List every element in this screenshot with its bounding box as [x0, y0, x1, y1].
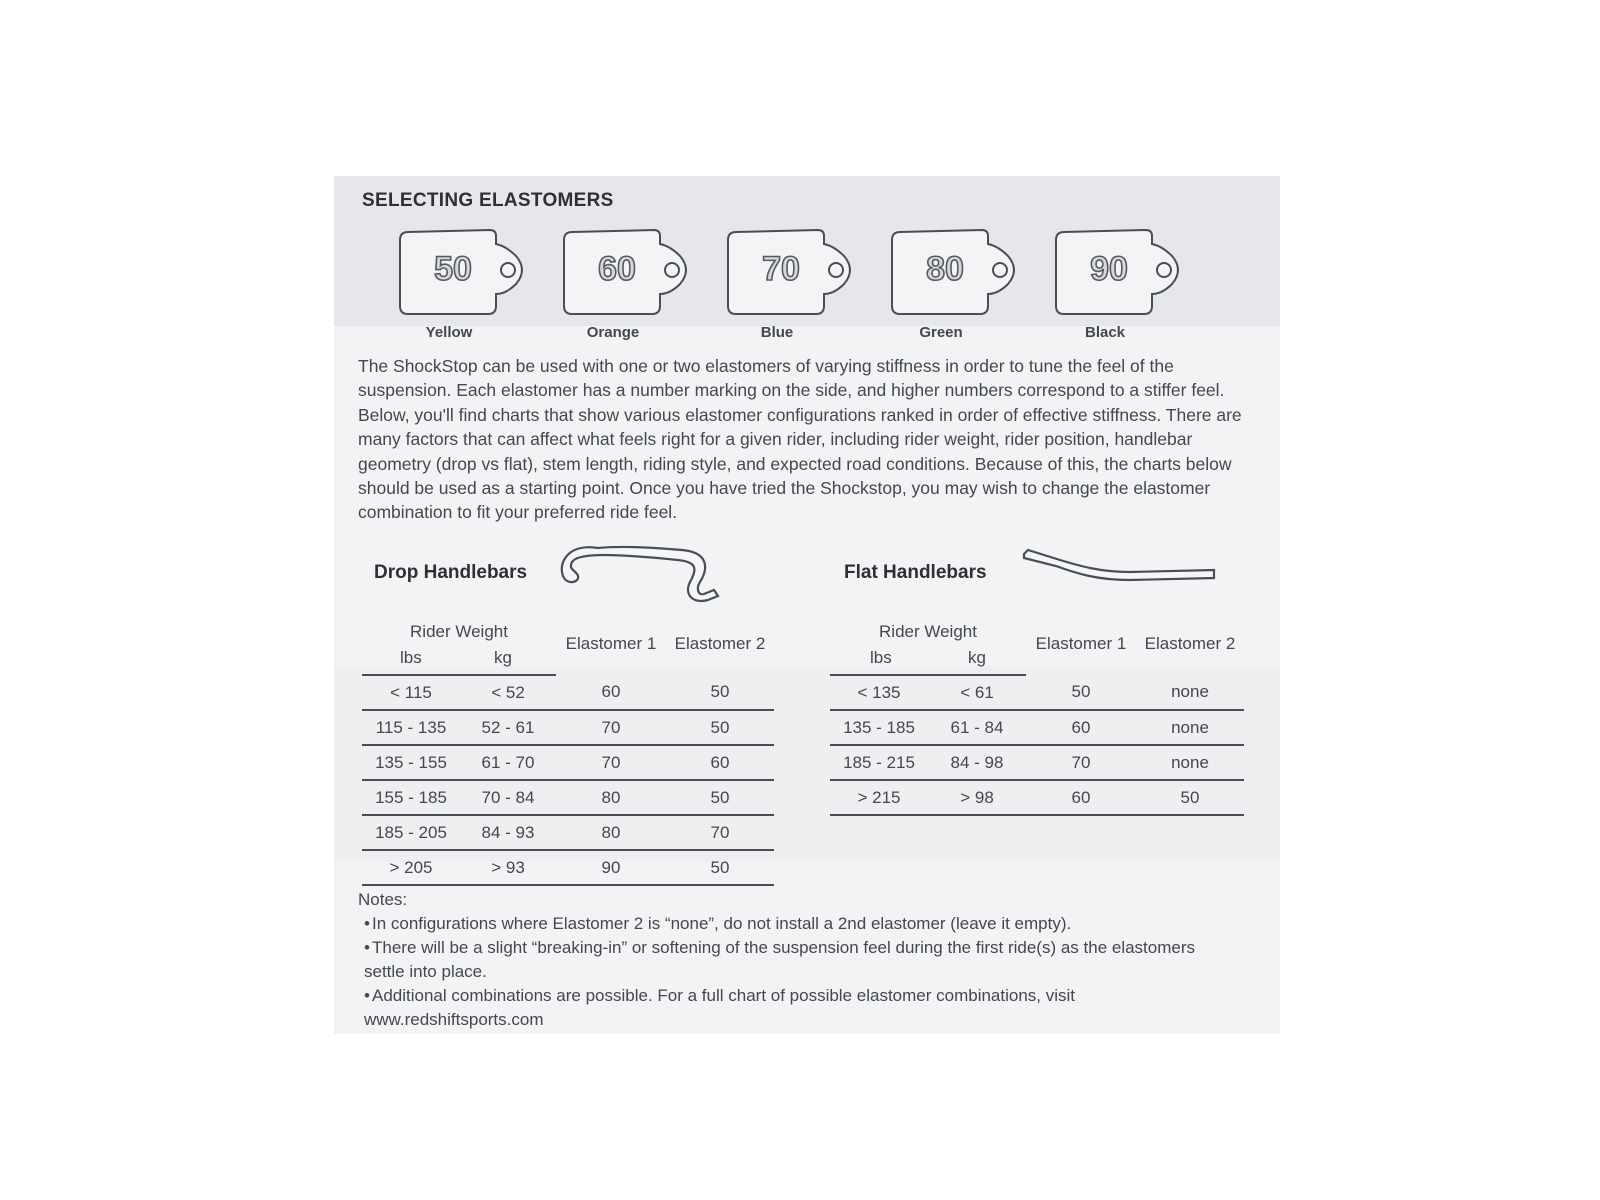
- table-cell: > 98: [928, 780, 1026, 815]
- elastomer-tag-50: [394, 226, 534, 346]
- table-cell: none: [1136, 675, 1244, 710]
- elastomer2-header: Elastomer 2: [674, 633, 766, 653]
- table-cell: < 135: [830, 675, 928, 710]
- table-row: [362, 745, 774, 780]
- table-row: [830, 745, 1244, 780]
- elastomer-number: 70: [762, 250, 800, 288]
- note-text: There will be a slight “breaking-in” or softening of the suspension feel during the first ride(s) as the elastomers settle into place.: [364, 938, 1196, 981]
- elastomer-color: Orange: [586, 324, 640, 341]
- table-cell: 50: [666, 675, 774, 710]
- flat-handlebar-icon: [1020, 548, 1220, 588]
- elastomer-number: 60: [598, 250, 636, 288]
- kg-header: kg: [460, 642, 556, 675]
- table-cell: 61 - 84: [928, 710, 1026, 745]
- table-cell: 90: [556, 850, 666, 885]
- table-cell: 80: [556, 780, 666, 815]
- table-cell: 50: [1136, 780, 1244, 815]
- elastomer-tag-80: [886, 226, 1026, 346]
- table-cell: 60: [1026, 710, 1136, 745]
- notes: [358, 888, 1238, 1032]
- lbs-header: lbs: [362, 642, 460, 675]
- intro-paragraph: The ShockStop can be used with one or two elastomers of varying stiffness in order to tune the feel of the suspension. Each elastomer has a number marking on the side, and higher numbers correspond to a stiffer feel. Below, you'll find charts that show various elastomer configurations ranked in order of effective stiffness. There are many factors that can affect what feels right for a given rider, including rider weight, rider position, handlebar geometry (drop vs flat), stem length, riding style, and expected road conditions. Because of this, the charts below should be used as a starting point. Once you have tried the Shockstop, you may wish to change the elastomer combination to fit your preferred ride feel.: [358, 356, 1242, 523]
- table-cell: 50: [666, 850, 774, 885]
- table-cell: 185 - 215: [830, 745, 928, 780]
- elastomer-color: Green: [919, 324, 963, 341]
- note-text: Additional combinations are possible. For a full chart of possible elastomer combinations, visit www.redshiftsports.com: [364, 986, 1076, 1029]
- table-row: [362, 710, 774, 745]
- lbs-header: lbs: [830, 642, 928, 675]
- table-cell: 60: [666, 745, 774, 780]
- rider-weight-header: Rider Weight: [879, 622, 977, 641]
- table-cell: 60: [1026, 780, 1136, 815]
- table-cell: none: [1136, 745, 1244, 780]
- elastomer-tag-60: [558, 226, 698, 346]
- table-cell: 70: [556, 745, 666, 780]
- drop-handlebars-title: Drop Handlebars: [374, 562, 528, 583]
- elastomer-color: Yellow: [425, 324, 473, 341]
- table-cell: 70 - 84: [460, 780, 556, 815]
- drop-handlebar-icon: [558, 538, 728, 618]
- table-cell: < 52: [460, 675, 556, 710]
- table-cell: 50: [666, 780, 774, 815]
- table-cell: none: [1136, 710, 1244, 745]
- table-cell: 185 - 205: [362, 815, 460, 850]
- table-row: [830, 780, 1244, 815]
- flat-handlebars-table: [830, 612, 1244, 816]
- table-cell: 60: [556, 675, 666, 710]
- table-cell: 52 - 61: [460, 710, 556, 745]
- elastomer-tags: [394, 226, 1214, 356]
- instruction-sheet: [334, 176, 1280, 1034]
- elastomer1-header: Elastomer 1: [1035, 633, 1127, 653]
- elastomer2-header: Elastomer 2: [1144, 633, 1236, 653]
- table-cell: > 215: [830, 780, 928, 815]
- note-text: In configurations where Elastomer 2 is “none”, do not install a 2nd elastomer (leave it empty).: [372, 914, 1072, 933]
- elastomer-tag-70: [722, 226, 862, 346]
- elastomer-number: 90: [1090, 250, 1128, 288]
- table-cell: 84 - 93: [460, 815, 556, 850]
- note-item: • Additional combinations are possible. For a full chart of possible elastomer combinations, visit www.redshiftsports.com: [364, 986, 1076, 1029]
- table-cell: 70: [1026, 745, 1136, 780]
- elastomer1-header: Elastomer 1: [565, 633, 657, 653]
- elastomer-tag-90: [1050, 226, 1190, 346]
- note-item: • There will be a slight “breaking-in” or softening of the suspension feel during the first ride(s) as the elastomers settle into place.: [364, 938, 1196, 981]
- page-title: SELECTING ELASTOMERS: [362, 190, 614, 211]
- flat-handlebars-title: Flat Handlebars: [844, 562, 987, 583]
- table-cell: 50: [1026, 675, 1136, 710]
- drop-handlebars-table: [362, 612, 774, 886]
- table-cell: 115 - 135: [362, 710, 460, 745]
- table-cell: 155 - 185: [362, 780, 460, 815]
- table-cell: 70: [556, 710, 666, 745]
- table-cell: 70: [666, 815, 774, 850]
- table-cell: 61 - 70: [460, 745, 556, 780]
- table-row: [362, 675, 774, 710]
- notes-heading: Notes:: [358, 890, 408, 909]
- table-cell: 84 - 98: [928, 745, 1026, 780]
- table-cell: < 115: [362, 675, 460, 710]
- elastomer-number: 50: [434, 250, 472, 288]
- rider-weight-header: Rider Weight: [410, 622, 508, 641]
- table-cell: > 205: [362, 850, 460, 885]
- elastomer-color: Blue: [760, 324, 794, 341]
- table-row: [830, 675, 1244, 710]
- note-item: • In configurations where Elastomer 2 is “none”, do not install a 2nd elastomer (leave it empty).: [364, 914, 1072, 933]
- table-cell: 80: [556, 815, 666, 850]
- elastomer-number: 80: [926, 250, 964, 288]
- table-row: [362, 815, 774, 850]
- table-row: [362, 850, 774, 885]
- table-cell: 135 - 155: [362, 745, 460, 780]
- table-cell: > 93: [460, 850, 556, 885]
- kg-header: kg: [928, 642, 1026, 675]
- table-row: [362, 780, 774, 815]
- table-cell: 50: [666, 710, 774, 745]
- elastomer-color: Black: [1084, 324, 1126, 341]
- table-cell: < 61: [928, 675, 1026, 710]
- table-cell: 135 - 185: [830, 710, 928, 745]
- table-row: [830, 710, 1244, 745]
